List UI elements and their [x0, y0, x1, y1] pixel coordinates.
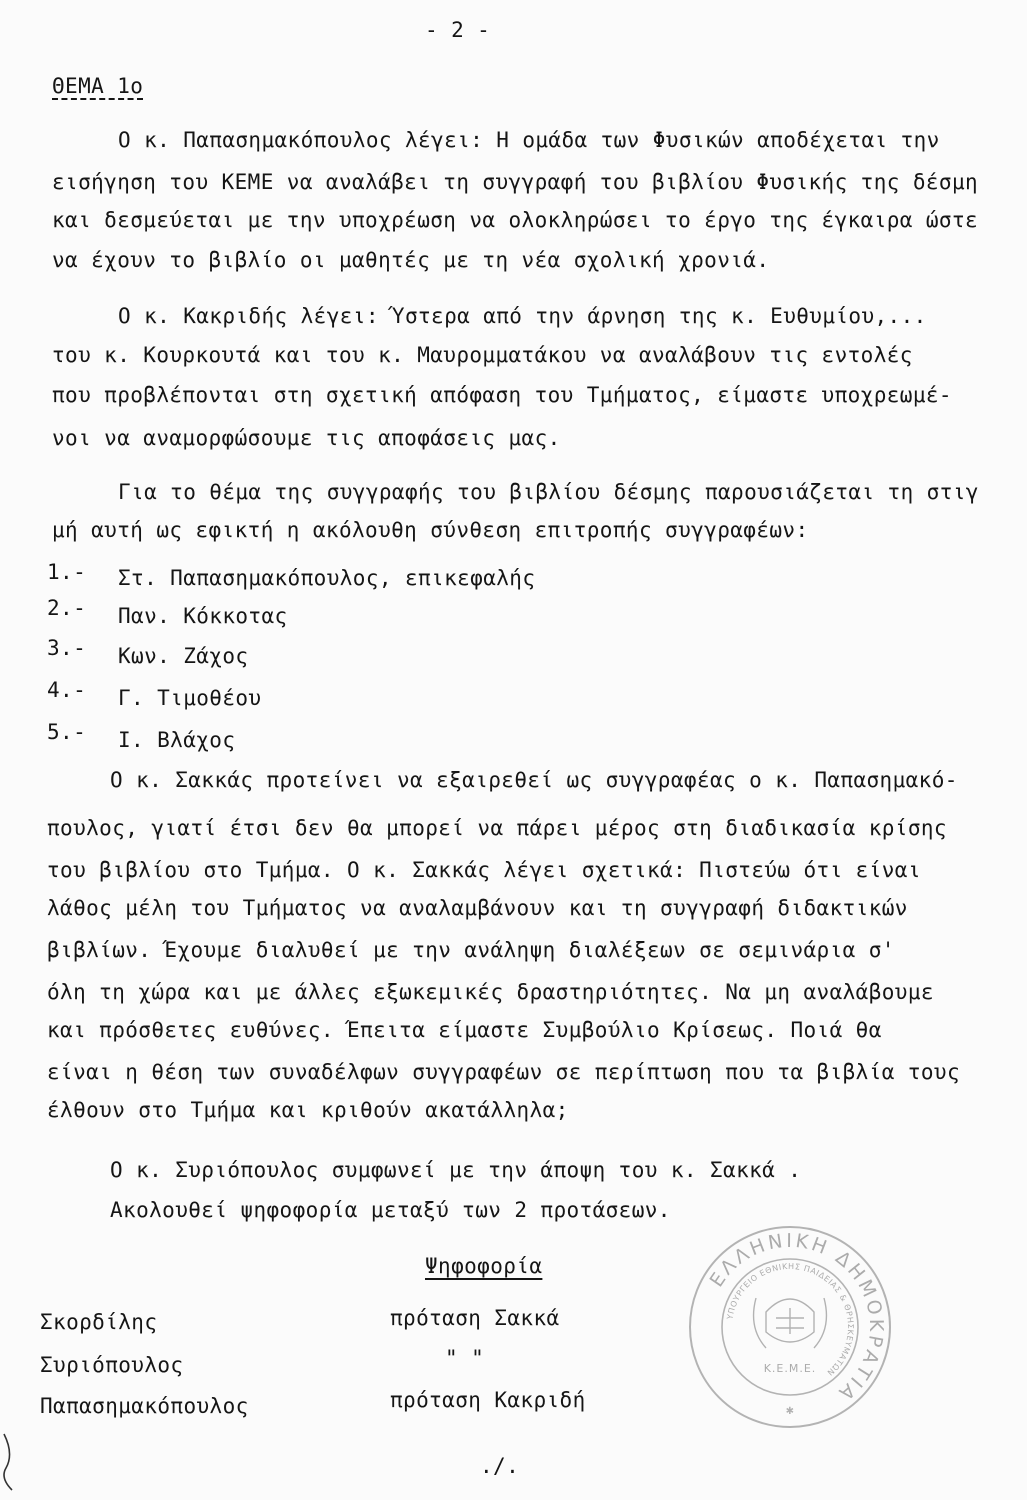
paragraph-line: να έχουν το βιβλίο οι μαθητές με τη νέα σχολική χρονιά.	[52, 248, 770, 272]
margin-pen-mark-icon	[0, 1432, 18, 1492]
vote-choice: " "	[445, 1346, 485, 1370]
author-name: Κων. Ζάχος	[118, 644, 249, 668]
paragraph-line: που προβλέπονται στη σχετική απόφαση του Τμήματος, είμαστε υποχρεωμέ-	[52, 383, 952, 407]
author-number: 2.-	[47, 596, 87, 620]
paragraph-line: νοι να αναμορφώσουμε τις αποφάσεις μας.	[52, 426, 561, 450]
paragraph-line: βιβλίων. Έχουμε διαλυθεί με την ανάληψη διαλέξεων σε σεμινάρια σ'	[47, 938, 895, 962]
paragraph-line: Ακολουθεί ψηφοφορία μεταξύ των 2 προτάσεων.	[110, 1198, 671, 1222]
author-number: 1.-	[47, 560, 87, 584]
vote-title: Ψηφοφορία	[425, 1254, 543, 1278]
paragraph-line: Ο κ. Παπασημακόπουλος λέγει: Η ομάδα των Φυσικών αποδέχεται την	[118, 128, 940, 152]
svg-text:✱: ✱	[785, 1406, 795, 1417]
paragraph-line: Ο κ. Κακριδής λέγει: Ύστερα από την άρνηση της κ. Ευθυμίου,...	[118, 304, 927, 328]
paragraph-line: λάθος μέλη του Τμήματος να αναλαμβάνουν και τη συγγραφή διδακτικών	[47, 896, 908, 920]
paragraph-line: του κ. Κουρκουτά και του κ. Μαυρομματάκου να αναλάβουν τις εντολές	[52, 343, 913, 367]
paragraph-line: Ο κ. Σακκάς προτείνει να εξαιρεθεί ως συγγραφέας ο κ. Παπασημακό-	[110, 768, 958, 792]
author-number: 5.-	[47, 720, 87, 744]
paragraph-line: μή αυτή ως εφικτή η ακόλουθη σύνθεση επιτροπής συγγραφέων:	[52, 518, 809, 542]
paragraph-line: πουλος, γιατί έτσι δεν θα μπορεί να πάρει μέρος στη διαδικασία κρίσης	[47, 816, 947, 840]
voter-name: Παπασημακόπουλος	[40, 1394, 249, 1418]
continuation-mark: ./.	[480, 1454, 520, 1478]
author-number: 3.-	[47, 636, 87, 660]
paragraph-line: είναι η θέση των συναδέλφων συγγραφέων σε περίπτωση που τα βιβλία τους	[47, 1060, 961, 1084]
svg-text:ΥΠΟΥΡΓΕΙΟ ΕΘΝΙΚΗΣ ΠΑΙΔΕΙΑΣ & Θ: ΥΠΟΥΡΓΕΙΟ ΕΘΝΙΚΗΣ ΠΑΙΔΕΙΑΣ & ΘΡΗΣΚΕΥΜΑΤΩΝ	[725, 1261, 856, 1378]
section-heading: ΘΕΜΑ 1ο	[52, 74, 144, 98]
svg-text:ΕΛΛΗΝΙΚΗ ΔΗΜΟΚΡΑΤΙΑ: ΕΛΛΗΝΙΚΗ ΔΗΜΟΚΡΑΤΙΑ	[705, 1229, 888, 1406]
vote-choice: πρόταση Σακκά	[390, 1306, 560, 1330]
vote-choice: πρόταση Κακριδή	[390, 1388, 586, 1412]
paragraph-line: του βιβλίου στο Τμήμα. Ο κ. Σακκάς λέγει σχετικά: Πιστεύω ότι είναι	[47, 858, 921, 882]
author-number: 4.-	[47, 678, 87, 702]
author-name: Στ. Παπασημακόπουλος, επικεφαλής	[118, 566, 536, 590]
voter-name: Συριόπουλος	[40, 1353, 184, 1377]
paragraph-line: και πρόσθετες ευθύνες. Έπειτα είμαστε Συμβούλιο Κρίσεως. Ποιά θα	[47, 1018, 882, 1042]
paragraph-line: Ο κ. Συριόπουλος συμφωνεί με την άποψη του κ. Σακκά .	[110, 1158, 802, 1182]
paragraph-line: έλθουν στο Τμήμα και κριθούν ακατάλληλα;	[47, 1098, 569, 1122]
svg-text:Κ.Ε.Μ.Ε.: Κ.Ε.Μ.Ε.	[763, 1362, 817, 1375]
voter-name: Σκορδίλης	[40, 1310, 158, 1334]
official-stamp-icon	[685, 1222, 895, 1432]
page-number: - 2 -	[425, 18, 491, 42]
author-name: Γ. Τιμοθέου	[118, 686, 262, 710]
paragraph-line: και δεσμεύεται με την υποχρέωση να ολοκληρώσει το έργο της έγκαιρα ώστε	[52, 208, 979, 232]
author-name: Παν. Κόκκοτας	[118, 604, 288, 628]
paragraph-line: εισήγηση του ΚΕΜΕ να αναλάβει τη συγγραφή του βιβλίου Φυσικής της δέσμη	[52, 170, 979, 194]
author-name: Ι. Βλάχος	[118, 728, 236, 752]
paragraph-line: Για το θέμα της συγγραφής του βιβλίου δέσμης παρουσιάζεται τη στιγ	[118, 480, 979, 504]
paragraph-line: όλη τη χώρα και με άλλες εξωκεμικές δραστηριότητες. Να μη αναλάβουμε	[47, 980, 934, 1004]
